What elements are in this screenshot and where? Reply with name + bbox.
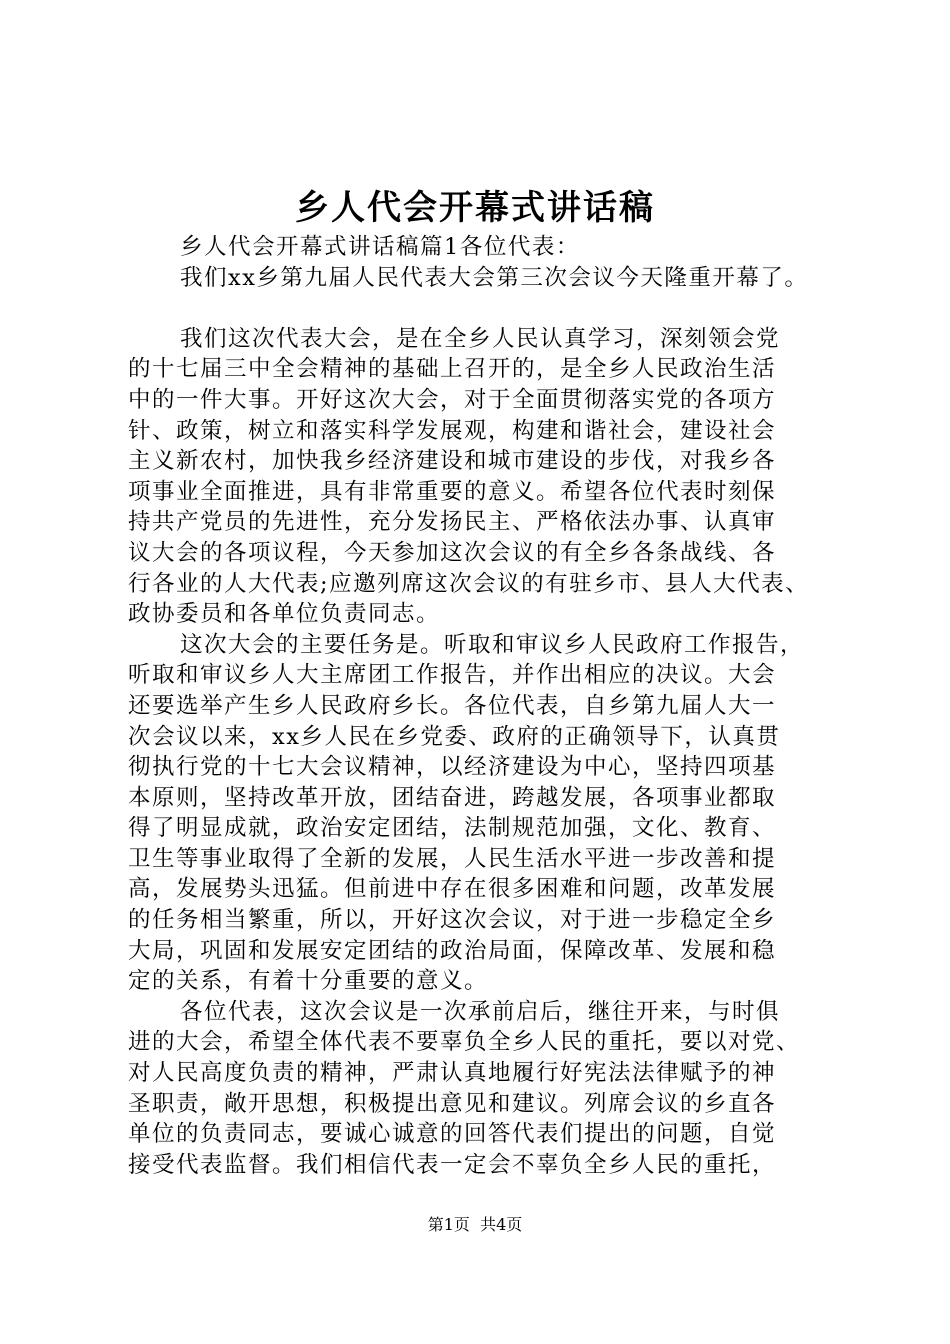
text-line: 项事业全面推进，具有非常重要的意义。希望各位代表时刻保: [128, 478, 777, 505]
paragraph-first-line: 各位代表，这次会议是一次承前启后，继往开来，与时俱: [180, 998, 781, 1025]
text-line: 卫生等事业取得了全新的发展，人民生活水平进一步改善和提: [128, 845, 777, 872]
text-line: 主义新农村，加快我乡经济建设和城市建设的步伐，对我乡各: [128, 448, 777, 475]
text-line: 本原则，坚持改革开放，团结奋进，跨越发展，各项事业都取: [128, 784, 777, 811]
text-line: 圣职责，敞开思想，积极提出意见和建议。列席会议的乡直各: [128, 1090, 777, 1117]
text-line: 单位的负责同志，要诚心诚意的回答代表们提出的问题，自觉: [128, 1121, 777, 1148]
text-line: 进的大会，希望全体代表不要辜负全乡人民的重托，要以对党、: [128, 1029, 801, 1056]
paragraph-first-line: 我们xx乡第九届人民代表大会第三次会议今天隆重开幕了。: [180, 264, 809, 291]
text-line: 定的关系，有着十分重要的意义。: [128, 968, 489, 995]
text-line: 政协委员和各单位负责同志。: [128, 601, 441, 628]
text-line: 还要选举产生乡人民政府乡长。各位代表，自乡第九届人大一: [128, 692, 777, 719]
text-line: 的任务相当繁重，所以，开好这次会议，对于进一步稳定全乡: [128, 907, 777, 934]
document-body: [128, 232, 840, 1180]
text-line: 行各业的人大代表;应邀列席这次会议的有驻乡市、县人大代表、: [128, 570, 810, 597]
text-line: 大局，巩固和发展安定团结的政治局面，保障改革、发展和稳: [128, 937, 777, 964]
text-line: 持共产党员的先进性，充分发扬民主、严格依法办事、认真审: [128, 509, 777, 536]
paragraph-first-line: 我们这次代表大会，是在全乡人民认真学习，深刻领会党: [180, 325, 781, 352]
text-line: 高，发展势头迅猛。但前进中存在很多困难和问题，改革发展: [128, 876, 777, 903]
paragraph-first-line: 乡人代会开幕式讲话稿篇1各位代表：: [180, 234, 580, 260]
text-line: 听取和审议乡人大主席团工作报告，并作出相应的决议。大会: [128, 662, 777, 689]
blank-line: [128, 293, 840, 324]
text-line: 议大会的各项议程，今天参加这次会议的有全乡各条战线、各: [128, 539, 777, 566]
text-line: 得了明显成就，政治安定团结，法制规范加强，文化、教育、: [128, 815, 777, 842]
document-title: 乡人代会开幕式讲话稿: [295, 188, 655, 228]
text-line: 次会议以来，xx乡人民在乡党委、政府的正确领导下，认真贯: [128, 723, 781, 750]
text-line: 接受代表监督。我们相信代表一定会不辜负全乡人民的重托，: [128, 1151, 777, 1178]
text-line: 彻执行党的十七大会议精神，以经济建设为中心，坚持四项基: [128, 754, 777, 781]
page-number-label: 第1页 共4页: [427, 1215, 523, 1234]
text-line: 对人民高度负责的精神，严肃认真地履行好宪法法律赋予的神: [128, 1060, 777, 1087]
page-footer: [0, 1214, 950, 1236]
text-line: 的十七届三中全会精神的基础上召开的，是全乡人民政治生活: [128, 356, 777, 383]
text-line: 中的一件大事。开好这次大会，对于全面贯彻落实党的各项方: [128, 386, 777, 413]
paragraph-first-line: 这次大会的主要任务是。听取和审议乡人民政府工作报告，: [180, 631, 805, 658]
text-line: 针、政策，树立和落实科学发展观，构建和谐社会，建设社会: [128, 417, 777, 444]
